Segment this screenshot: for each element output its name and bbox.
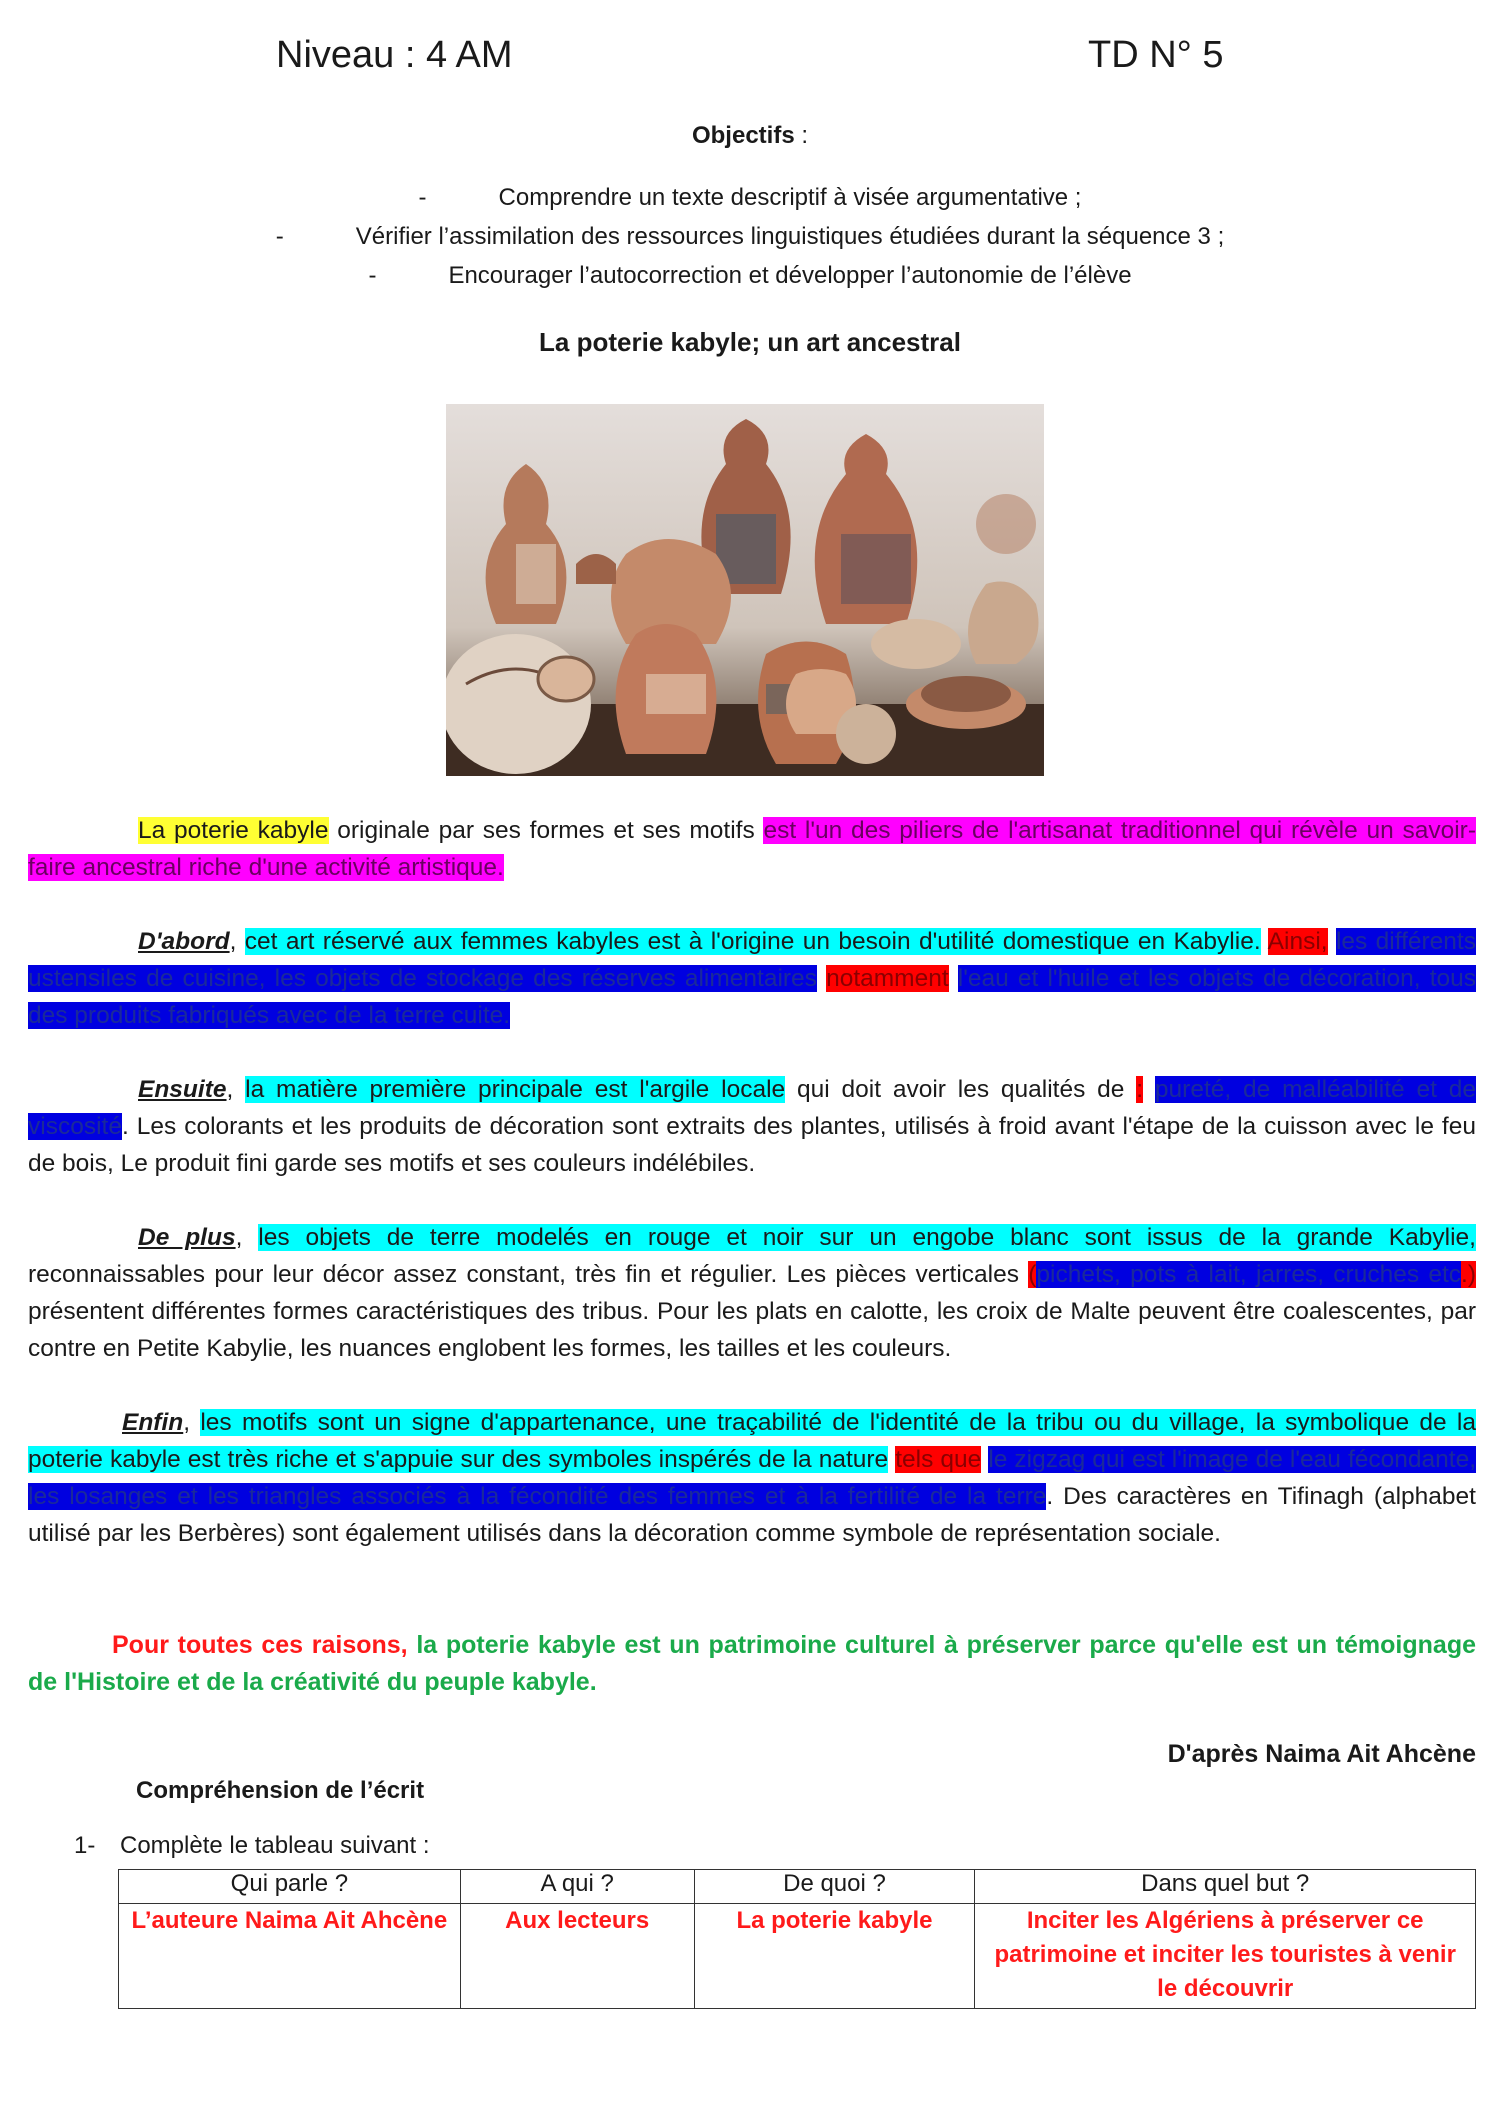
connector-word: Enfin — [122, 1409, 184, 1436]
example-highlight: l'eau et l'huile et les objets de décoration, tous des produits fabriqués avec de la terre cuite. — [28, 965, 1477, 1029]
paragraph-dabord — [28, 923, 1476, 1034]
objective-text: Comprendre un texte descriptif à visée argumentative ; — [498, 184, 1082, 211]
objective-text: Vérifier l’assimilation des ressources linguistiques étudiées durant la séquence 3 ; — [355, 223, 1225, 250]
conclusion-text: la poterie kabyle est un patrimoine culturel à préserver parce qu'elle est un témoignage de l'Histoire et de la créativité du peuple kabyle. — [28, 1631, 1476, 1696]
paragraph-text: qui doit avoir les qualités de — [785, 1076, 1137, 1103]
argument-highlight: la matière première principale est l'argile locale — [245, 1076, 786, 1103]
objectives-title — [0, 122, 1500, 150]
level-heading: Niveau : 4 AM — [276, 34, 513, 76]
comma: , — [183, 1409, 201, 1436]
theme-highlight: La poterie kabyle — [138, 817, 329, 844]
paragraph-intro — [28, 812, 1476, 886]
objective-item — [0, 223, 1500, 251]
paragraph-text: . Les colorants et les produits de décoration sont extraits des plantes, utilisés à froid avant l'étape de la cuisson avec le feu de bois, Le produit fini garde ses motifs et ses couleurs indélébiles. — [28, 1113, 1476, 1177]
example-connector-highlight: .) — [1461, 1261, 1476, 1288]
example-connector-highlight: notamment — [826, 965, 949, 992]
text-title: La poterie kabyle; un art ancestral — [539, 327, 961, 357]
connector-word: De plus — [138, 1224, 236, 1251]
example-highlight: pureté, de malléabilité et de viscosité — [28, 1076, 1476, 1140]
answer-cell: L’auteure Naima Ait Ahcène — [119, 1904, 461, 2009]
argument-highlight: les motifs sont un signe d'appartenance, une traçabilité de l'identité de la tribu ou du village, la symbolique de la poterie kabyle est très riche et s'appuie sur des symboles inspérés de la nature — [28, 1409, 1476, 1473]
paragraph-text: originale par ses formes et ses motifs — [328, 817, 764, 844]
objective-text: Encourager l’autocorrection et développer l’autonomie de l’élève — [448, 262, 1132, 289]
paragraph-enfin — [28, 1404, 1476, 1552]
pottery-photo — [446, 404, 1044, 776]
paragraph-text: reconnaissables pour leur décor assez constant, très fin et régulier. Les pièces verticales — [28, 1261, 1029, 1288]
objectives-label: Objectifs — [691, 122, 795, 149]
example-highlight: pichets, pots à lait, jarres, cruches etc — [1036, 1261, 1462, 1288]
objective-item — [0, 184, 1500, 212]
conclusion-connector: Pour toutes ces raisons, — [112, 1631, 408, 1659]
answer-table — [118, 1869, 1476, 2009]
question-text: Complète le tableau suivant : — [120, 1832, 430, 1859]
argument-highlight: cet art réservé aux femmes kabyles est à l'origine un besoin d'utilité domestique en Kabylie. — [244, 928, 1261, 955]
example-connector-highlight: Ainsi, — [1267, 928, 1328, 955]
header-cell: Dans quel but ? — [975, 1870, 1476, 1904]
table-row — [119, 1904, 1476, 2009]
section-title: Compréhension de l’écrit — [136, 1777, 425, 1804]
answer-cell: Inciter les Algériens à préserver ce patrimoine et inciter les touristes à venir le découvrir — [975, 1904, 1476, 2009]
bullet-dash: - — [418, 184, 427, 211]
paragraph-de-plus — [28, 1219, 1476, 1367]
header-cell: A qui ? — [460, 1870, 694, 1904]
answer-cell: La poterie kabyle — [694, 1904, 975, 2009]
example-connector-highlight: : — [1136, 1076, 1144, 1103]
td-number-heading: TD N° 5 — [1088, 34, 1224, 76]
author-credit: D'après Naima Ait Ahcène — [1167, 1740, 1476, 1768]
comma: , — [226, 1076, 246, 1103]
answer-cell: Aux lecteurs — [460, 1904, 694, 2009]
example-connector-highlight: tels que — [895, 1446, 982, 1473]
header-cell: De quoi ? — [694, 1870, 975, 1904]
paragraph-text: présentent différentes formes caractéristiques des tribus. Pour les plats en calotte, les croix de Malte peuvent être coalescentes, par contre en Petite Kabylie, les nuances englobent les formes, les tailles et les couleurs. — [28, 1298, 1476, 1362]
pottery-illustration — [446, 404, 1044, 776]
objectives-colon: : — [794, 122, 809, 149]
question-1 — [74, 1832, 430, 1860]
argument-highlight: les objets de terre modelés en rouge et noir sur un engobe blanc sont issus de la grande Kabylie, — [258, 1224, 1476, 1251]
paragraph-text: . Des caractères en Tifinagh (alphabet utilisé par les Berbères) sont également utilisés dans la décoration comme symbole de représentation sociale. — [28, 1483, 1476, 1547]
connector-word: Ensuite — [138, 1076, 227, 1103]
table-header-row — [119, 1870, 1476, 1904]
paragraph-ensuite — [28, 1071, 1476, 1182]
objective-item — [0, 262, 1500, 290]
bullet-dash: - — [275, 223, 284, 250]
example-highlight: les différents ustensiles de cuisine, les objets de stockage des réserves alimentaires — [28, 928, 1476, 992]
paragraph-conclusion — [28, 1627, 1476, 1701]
comma: , — [235, 1224, 259, 1251]
question-number: 1- — [74, 1832, 96, 1859]
example-highlight: le zigzag qui est l'image de l'eau fécondante, les losanges et les triangles associés à la fécondité des femmes et à la fertilité de la terre — [28, 1446, 1476, 1510]
bullet-dash: - — [368, 262, 377, 289]
thesis-highlight: est l'un des piliers de l'artisanat traditionnel qui révèle un savoir-faire ancestral riche d'une activité artistique. — [28, 817, 1476, 881]
example-connector-highlight: ( — [1028, 1261, 1037, 1288]
header-cell: Qui parle ? — [119, 1870, 461, 1904]
connector-word: D'abord — [138, 928, 230, 955]
comma: , — [229, 928, 245, 955]
